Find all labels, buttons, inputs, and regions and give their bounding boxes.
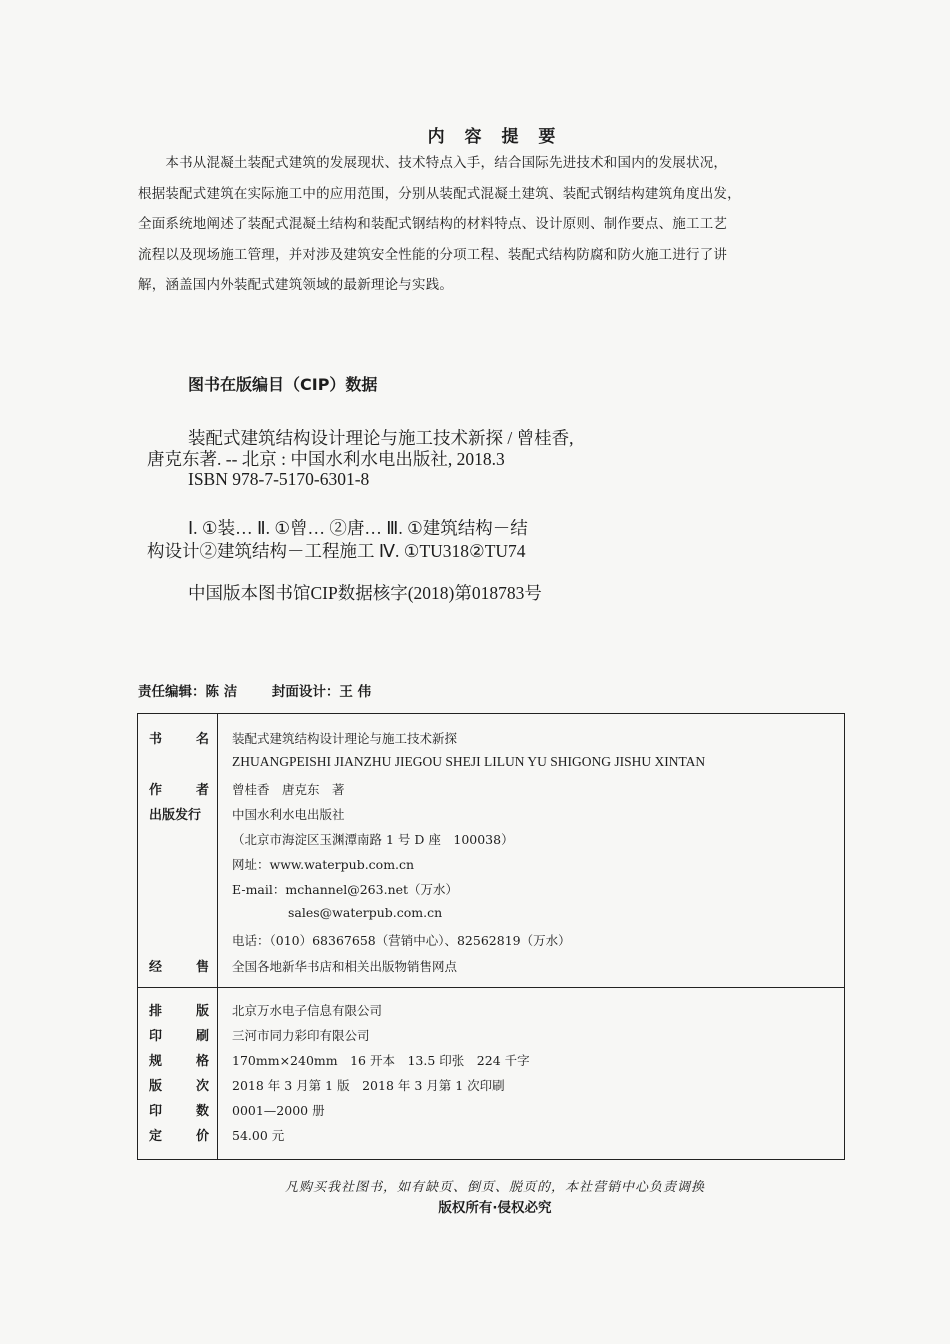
label-edition: 版 次 xyxy=(149,1079,209,1094)
publisher: 中国水利水电出版社 xyxy=(232,807,345,822)
publication-info-box xyxy=(137,713,845,1160)
publisher-address: （北京市海淀区玉渊潭南路 1 号 D 座 100038） xyxy=(232,832,514,847)
publisher-email: E-mail：mchannel@263.net（万水） xyxy=(232,882,459,897)
cip-heading: 图书在版编目（CIP）数据 xyxy=(188,375,378,394)
summary-paragraph xyxy=(138,148,858,301)
summary-line: 解，涵盖国内外装配式建筑领域的最新理论与实践。 xyxy=(138,277,454,293)
book-pinyin: ZHUANGPEISHI JIANZHU JIEGOU SHEJI LILUN YU SHIGONG JISHU XINTAN xyxy=(232,754,706,769)
cip-title-line: 装配式建筑结构设计理论与施工技术新探 / 曾桂香, xyxy=(188,428,574,448)
publisher-website: 网址：www.waterpub.com.cn xyxy=(232,857,415,872)
summary-heading: 内 容 提 要 xyxy=(427,127,563,147)
label-author: 作 者 xyxy=(149,783,209,798)
cip-isbn: ISBN 978-7-5170-6301-8 xyxy=(188,469,370,489)
publisher-email-sales: sales@waterpub.com.cn xyxy=(288,905,443,920)
edition: 2018 年 3 月第 1 版 2018 年 3 月第 1 次印刷 xyxy=(232,1078,505,1093)
specification: 170mm×240mm 16 开本 13.5 印张 224 千字 xyxy=(232,1053,530,1068)
credits xyxy=(138,680,401,700)
label-typesetting: 排 版 xyxy=(149,1004,209,1019)
summary-line: 本书从混凝土装配式建筑的发展现状、技术特点入手，结合国际先进技术和国内的发展状况， xyxy=(138,155,728,171)
summary-line: 根据装配式建筑在实际施工中的应用范围，分别从装配式混凝土建筑、装配式钢结构建筑角度出发， xyxy=(138,185,741,202)
label-book-title: 书 名 xyxy=(149,732,209,747)
book-title: 装配式建筑结构设计理论与施工技术新探 xyxy=(232,731,458,746)
price: 54.00 元 xyxy=(232,1128,285,1143)
copyright-notice: 版权所有·侵权必究 xyxy=(438,1200,552,1216)
label-print-run: 印 数 xyxy=(149,1104,209,1119)
summary-line: 流程以及现场施工管理，并对涉及建筑安全性能的分项工程、装配式结构防腐和防火施工进行了讲 xyxy=(138,246,728,263)
label-distribution: 经 售 xyxy=(149,960,209,975)
author: 曾桂香 唐克东 著 xyxy=(232,782,345,797)
distribution: 全国各地新华书店和相关出版物销售网点 xyxy=(232,959,458,974)
cip-author-line: 唐克东著. -- 北京 : 中国水利水电出版社, 2018.3 xyxy=(147,449,505,469)
publisher-phone: 电话：（010）68367658（营销中心）、82562819（万水） xyxy=(232,933,571,948)
editor-credit: 责任编辑：陈 洁 xyxy=(138,684,238,700)
cip-classification-line: 构设计②建筑结构－工程施工 Ⅳ. ①TU318②TU74 xyxy=(147,541,526,561)
label-printing: 印 刷 xyxy=(149,1029,209,1044)
cover-credit: 封面设计：王 伟 xyxy=(271,684,372,700)
label-price: 定 价 xyxy=(149,1129,209,1144)
label-publisher: 出版发行 xyxy=(149,808,202,823)
column-divider xyxy=(217,714,218,1159)
section-divider xyxy=(138,987,844,988)
print-run: 0001—2000 册 xyxy=(232,1103,325,1118)
cip-record-number: 中国版本图书馆CIP数据核字(2018)第018783号 xyxy=(188,583,542,603)
label-specification: 规 格 xyxy=(149,1054,209,1069)
printer: 三河市同力彩印有限公司 xyxy=(232,1028,370,1043)
summary-line: 全面系统地阐述了装配式混凝土结构和装配式钢结构的材料特点、设计原则、制作要点、施工工艺 xyxy=(138,216,728,232)
typesetting: 北京万水电子信息有限公司 xyxy=(232,1003,383,1018)
replacement-notice: 凡购买我社图书，如有缺页、倒页、脱页的，本社营销中心负责调换 xyxy=(284,1180,705,1195)
cip-classification-line: Ⅰ. ①装… Ⅱ. ①曾… ②唐… Ⅲ. ①建筑结构－结 xyxy=(188,518,528,538)
